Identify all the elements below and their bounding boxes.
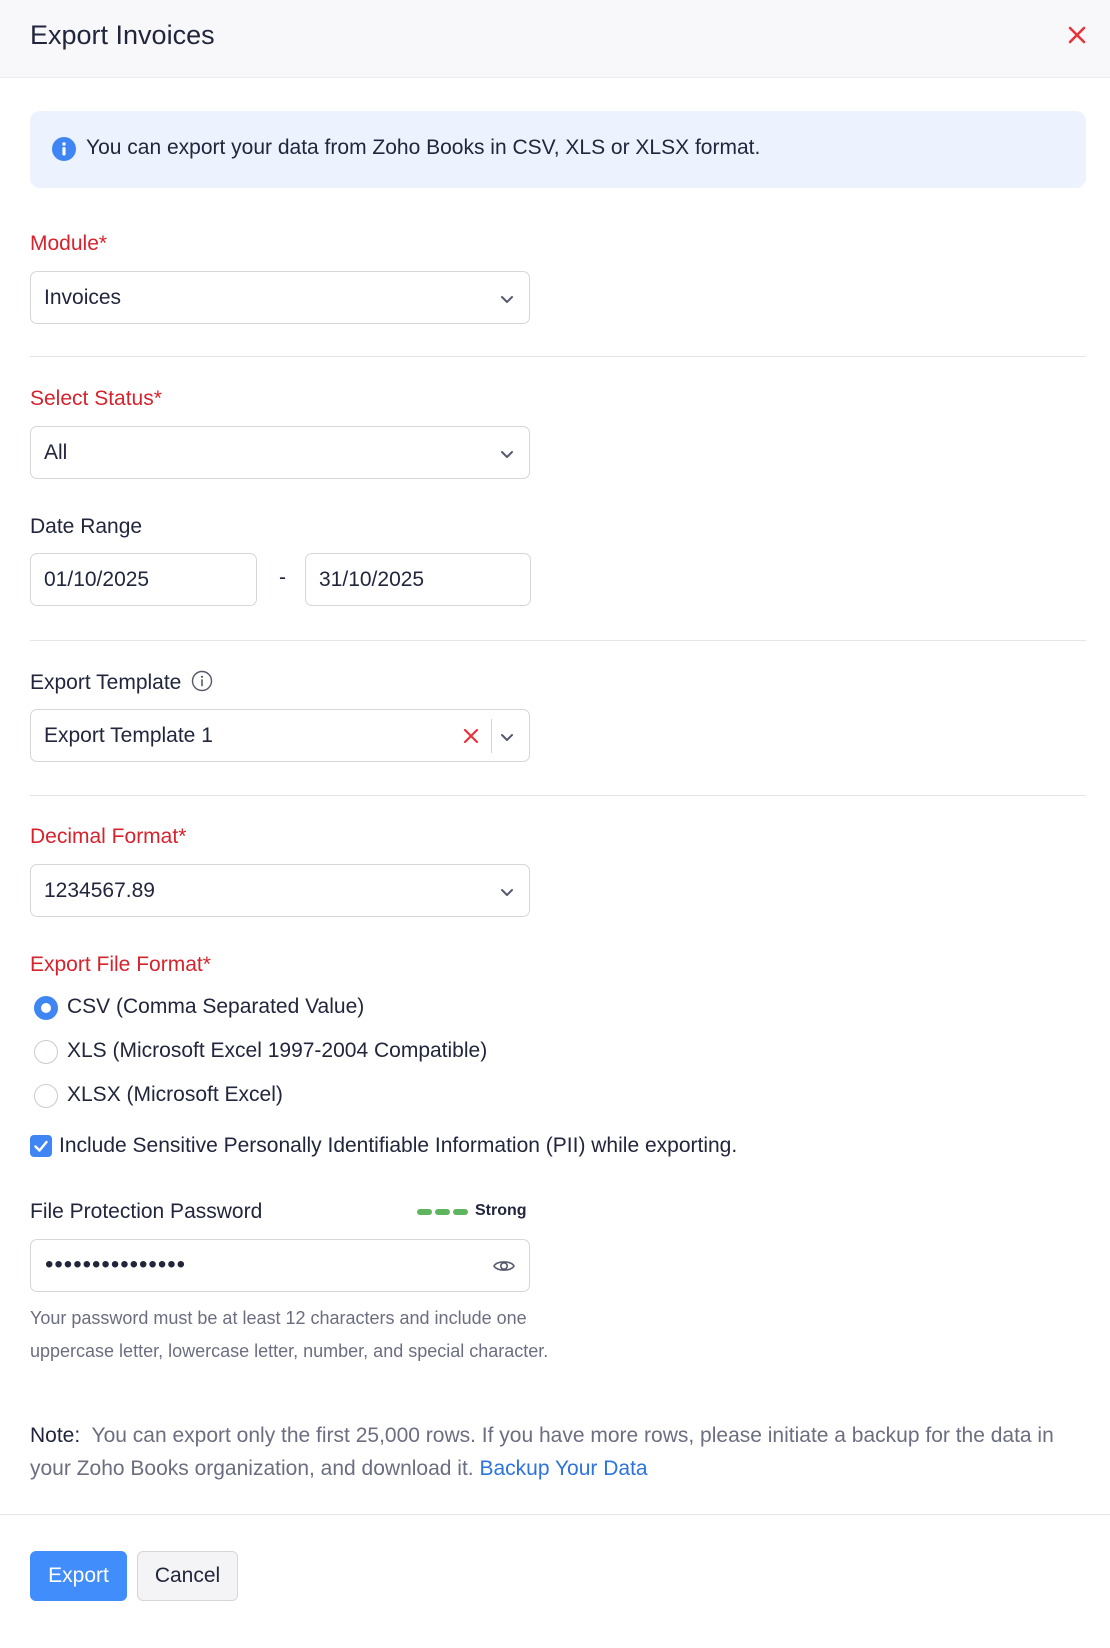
radio-button[interactable] — [34, 1084, 58, 1108]
module-label: Module* — [30, 232, 108, 255]
close-icon[interactable] — [1062, 20, 1092, 50]
divider — [30, 356, 1086, 357]
decimal-format-value: 1234567.89 — [44, 879, 155, 902]
password-strength-text: Strong — [475, 1202, 527, 1219]
radio-label: XLS (Microsoft Excel 1997-2004 Compatible) — [67, 1039, 488, 1062]
date-to-value: 31/10/2025 — [319, 568, 425, 591]
radio-button[interactable] — [34, 1040, 58, 1064]
dialog-header — [0, 0, 1110, 78]
status-label: Select Status* — [30, 387, 162, 410]
export-note — [30, 1419, 1090, 1485]
clear-icon[interactable] — [459, 724, 483, 748]
info-banner — [30, 111, 1086, 188]
module-value: Invoices — [44, 286, 122, 309]
strength-bar — [453, 1209, 468, 1215]
radio-label: XLSX (Microsoft Excel) — [67, 1083, 283, 1106]
note-text: You can export only the first 25,000 rows. If you have more rows, please initiate a backup for the data in your Zoho Books organization, and download it. — [30, 1424, 1054, 1480]
info-icon — [52, 137, 76, 161]
divider — [30, 795, 1086, 796]
file-format-label: Export File Format* — [30, 953, 211, 976]
date-range-label: Date Range — [30, 515, 143, 538]
pii-checkbox-label: Include Sensitive Personally Identifiable Information (PII) while exporting. — [59, 1134, 738, 1157]
chevron-down-icon — [497, 882, 517, 902]
password-label: File Protection Password — [30, 1200, 263, 1223]
strength-bar — [417, 1209, 432, 1215]
export-template-label — [30, 670, 213, 695]
info-outline-icon[interactable] — [191, 670, 213, 692]
radio-label: CSV (Comma Separated Value) — [67, 995, 365, 1018]
chevron-down-icon — [497, 289, 517, 309]
export-button[interactable]: Export — [30, 1551, 127, 1601]
radio-button[interactable] — [34, 996, 58, 1020]
date-from-input[interactable] — [30, 553, 257, 606]
module-select[interactable] — [30, 271, 530, 324]
info-banner-text: You can export your data from Zoho Books in CSV, XLS or XLSX format. — [86, 136, 761, 159]
date-to-input[interactable] — [305, 553, 531, 606]
status-value: All — [44, 441, 68, 464]
chevron-down-icon[interactable] — [497, 727, 517, 747]
export-template-label-text: Export Template — [30, 671, 182, 694]
check-icon — [30, 1135, 52, 1157]
decimal-format-label: Decimal Format* — [30, 825, 187, 848]
chevron-down-icon — [497, 444, 517, 464]
divider — [30, 640, 1086, 641]
export-template-value: Export Template 1 — [44, 724, 213, 747]
strength-bar — [435, 1209, 450, 1215]
dialog-title: Export Invoices — [30, 20, 215, 50]
password-input[interactable] — [30, 1239, 530, 1292]
eye-icon[interactable] — [492, 1254, 516, 1278]
status-select[interactable] — [30, 426, 530, 479]
decimal-format-select[interactable] — [30, 864, 530, 917]
footer-divider — [0, 1514, 1110, 1515]
note-label: Note: — [30, 1424, 81, 1447]
password-hint: Your password must be at least 12 characters and include one uppercase letter, lowercase letter, number, and special character. — [30, 1308, 549, 1361]
date-from-value: 01/10/2025 — [44, 568, 150, 591]
export-template-select[interactable] — [30, 709, 530, 762]
cancel-button[interactable]: Cancel — [137, 1551, 238, 1601]
date-range-separator: - — [279, 566, 286, 589]
backup-data-link[interactable]: Backup Your Data — [479, 1457, 648, 1480]
pii-checkbox[interactable] — [30, 1135, 52, 1157]
password-value: ••••••••••••••• — [45, 1251, 187, 1278]
separator — [491, 719, 492, 753]
